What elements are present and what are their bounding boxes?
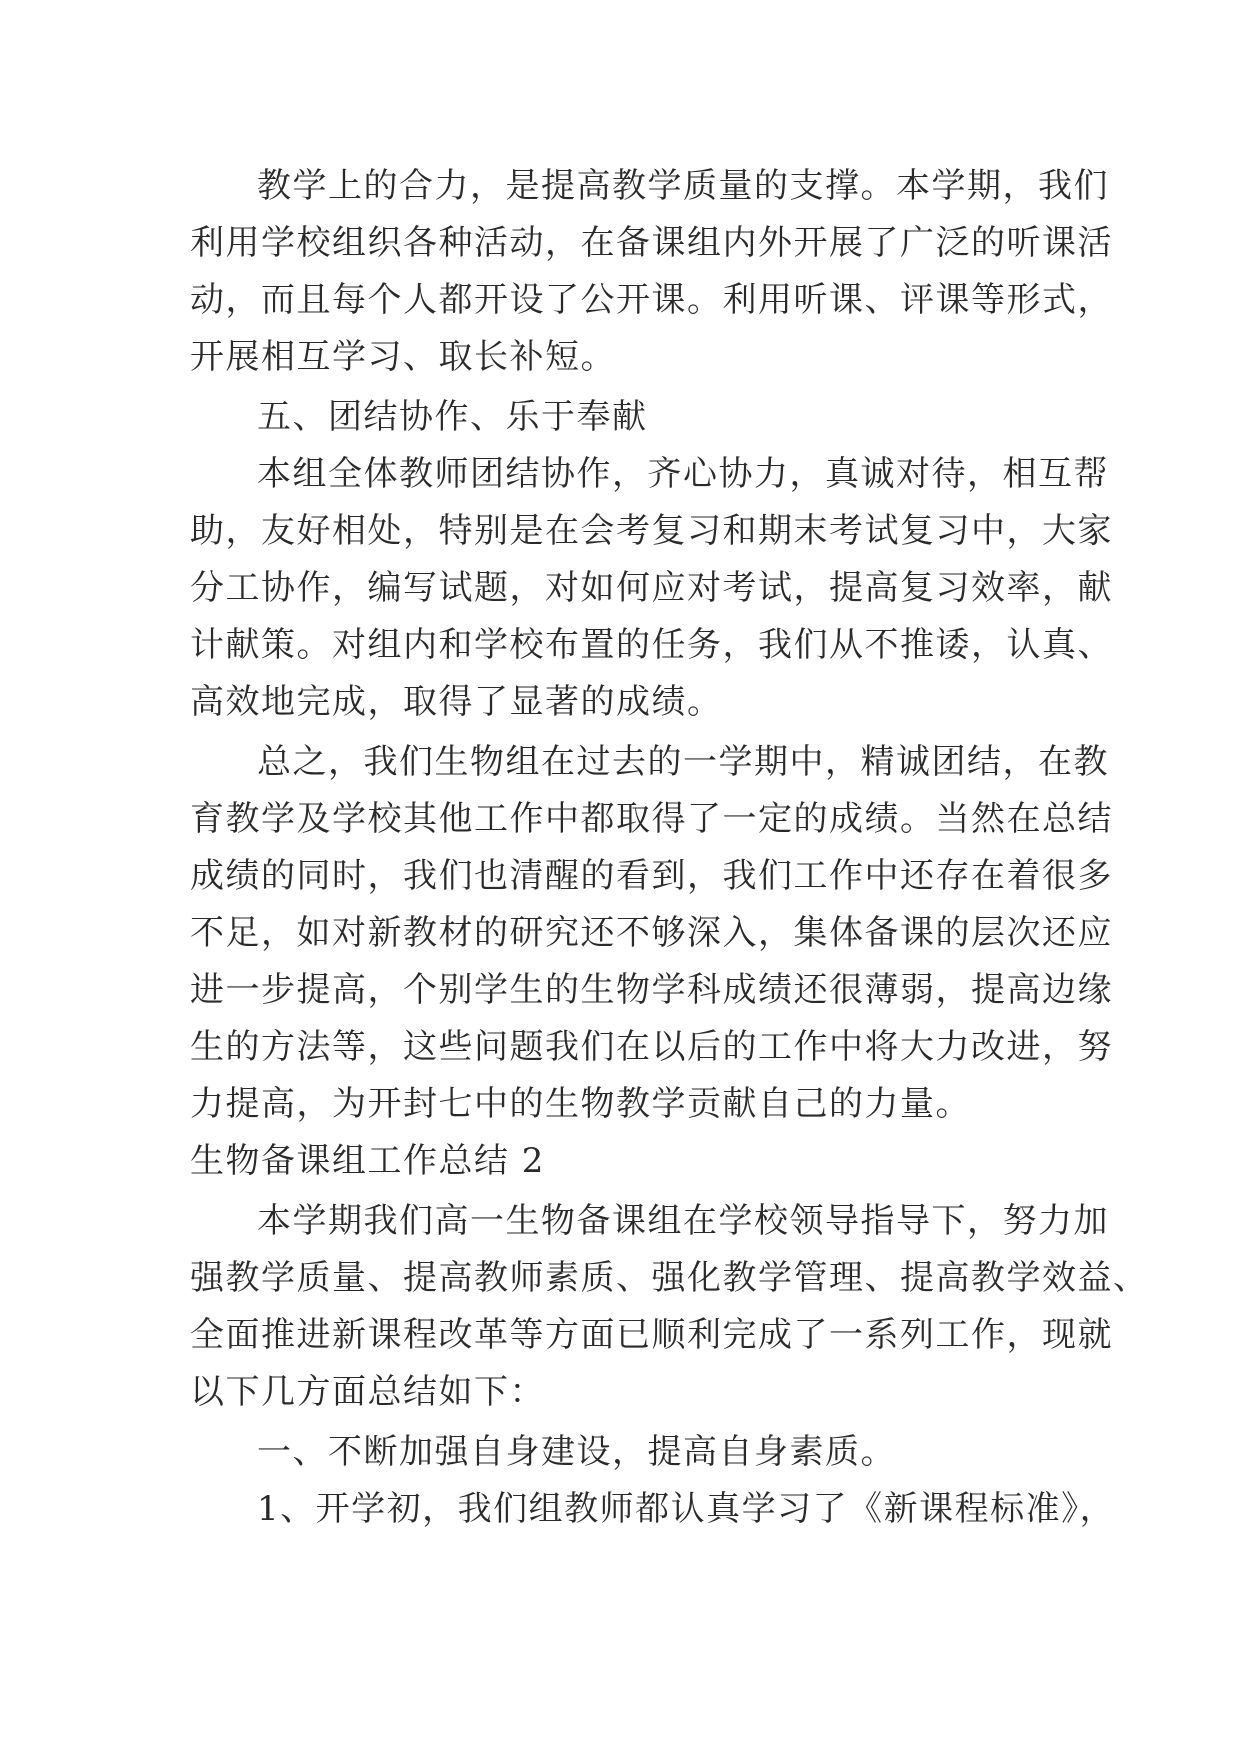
- text-line: 利用学校组织各种活动，在备课组内外开展了广泛的听课活: [190, 223, 1113, 263]
- text-line: 以下几方面总结如下：: [190, 1372, 545, 1412]
- text-line: 动，而且每个人都开设了公开课。利用听课、评课等形式，: [190, 280, 1113, 320]
- text-line: 本组全体教师团结协作，齐心协力，真诚对待，相互帮: [257, 454, 1109, 494]
- text-line: 成绩的同时，我们也清醒的看到，我们工作中还存在着很多: [190, 856, 1113, 896]
- text-line: 计献策。对组内和学校布置的任务，我们从不推诿，认真、: [190, 625, 1113, 665]
- text-line: 1、开学初，我们组教师都认真学习了《新课程标准》，: [257, 1489, 1116, 1529]
- document-title: 生物备课组工作总结 2: [190, 1141, 545, 1181]
- section-heading: 一、不断加强自身建设，提高自身素质。: [257, 1432, 896, 1472]
- text-line: 生的方法等，这些问题我们在以后的工作中将大力改进，努: [190, 1027, 1113, 1067]
- text-line: 本学期我们高一生物备课组在学校领导指导下，努力加: [257, 1201, 1109, 1241]
- text-line: 高效地完成，取得了显著的成绩。: [190, 682, 723, 722]
- text-line: 进一步提高，个别学生的生物学科成绩还很薄弱，提高边缘: [190, 970, 1113, 1010]
- text-line: 总之，我们生物组在过去的一学期中，精诚团结，在教: [257, 742, 1109, 782]
- text-line: 教学上的合力，是提高教学质量的支撑。本学期，我们: [257, 166, 1109, 206]
- text-line: 育教学及学校其他工作中都取得了一定的成绩。当然在总结: [190, 799, 1113, 839]
- text-line: 分工协作，编写试题，对如何应对考试，提高复习效率，献: [190, 568, 1113, 608]
- text-line: 助，友好相处，特别是在会考复习和期末考试复习中，大家: [190, 511, 1113, 551]
- section-heading: 五、团结协作、乐于奉献: [257, 397, 648, 437]
- text-line: 全面推进新课程改革等方面已顺利完成了一系列工作，现就: [190, 1315, 1113, 1355]
- text-line: 力提高，为开封七中的生物教学贡献自己的力量。: [190, 1084, 971, 1124]
- text-line: 强教学质量、提高教师素质、强化教学管理、提高教学效益、: [190, 1258, 1149, 1298]
- text-line: 开展相互学习、取长补短。: [190, 337, 616, 377]
- text-line: 不足，如对新教材的研究还不够深入，集体备课的层次还应: [190, 913, 1113, 953]
